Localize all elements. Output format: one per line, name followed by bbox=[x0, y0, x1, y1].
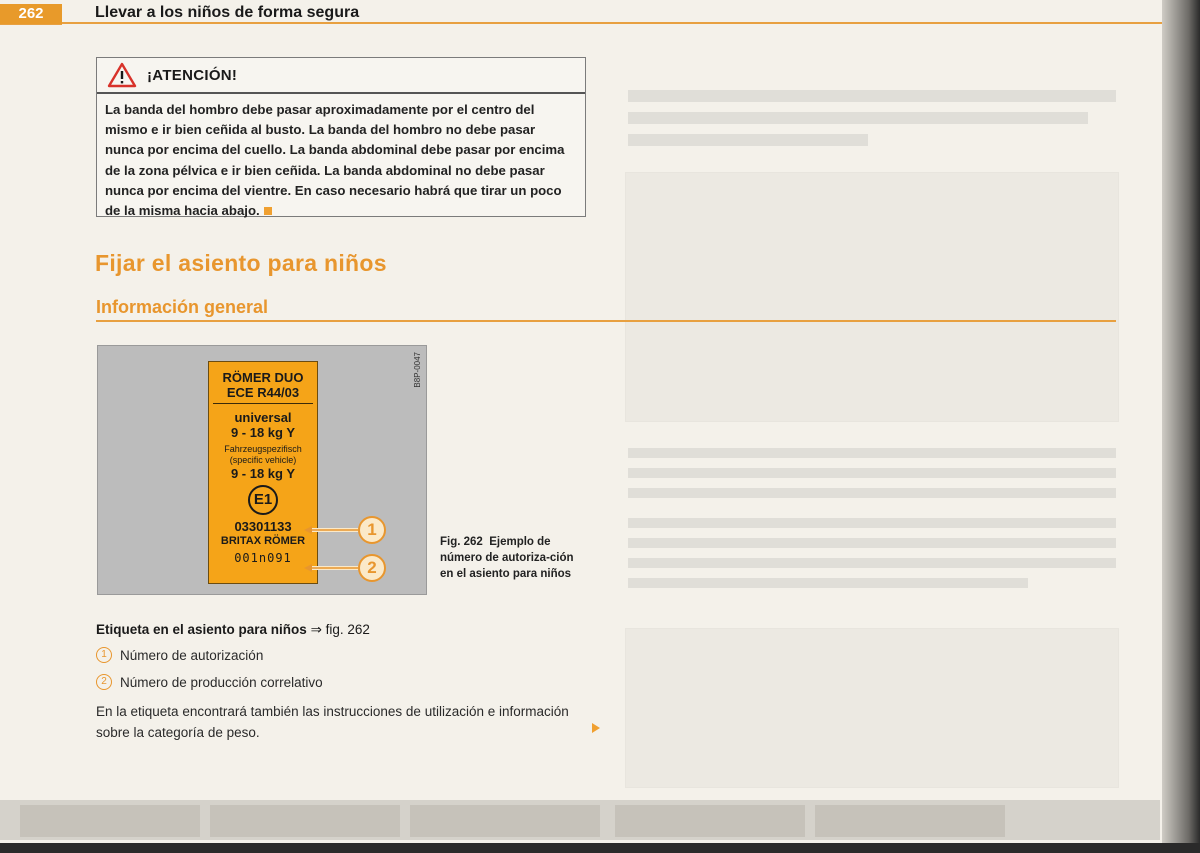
list-item bbox=[96, 647, 263, 663]
warning-text bbox=[97, 94, 585, 221]
figure-caption bbox=[440, 534, 590, 582]
figure-caption-text: Ejemplo de número de autoriza-ción en el asiento para niños bbox=[440, 536, 574, 580]
header-rule bbox=[62, 22, 1162, 24]
label-production-number: 001n091 bbox=[234, 551, 292, 565]
warning-triangle-icon bbox=[107, 62, 137, 88]
figure-caption-prefix: Fig. 262 bbox=[440, 536, 483, 548]
footer-segment bbox=[615, 805, 805, 837]
header-rule-left bbox=[0, 24, 62, 25]
figure-code: B8P-0047 bbox=[413, 352, 422, 388]
warning-header bbox=[97, 58, 585, 94]
body-paragraph: En la etiqueta encontrará también las instrucciones de utilización e información sobre la categoría de peso. bbox=[96, 704, 569, 740]
footer-segment bbox=[410, 805, 600, 837]
running-title: Llevar a los niños de forma segura bbox=[95, 4, 360, 21]
label-approval-number: 03301133 bbox=[234, 519, 292, 534]
list-item bbox=[96, 674, 323, 690]
warning-title: ¡ATENCIÓN! bbox=[147, 66, 238, 84]
subtitle-rule bbox=[96, 320, 1116, 322]
item-text: Número de producción correlativo bbox=[120, 674, 323, 690]
label-weight-universal: 9 - 18 kg Y bbox=[230, 425, 296, 440]
label-model: RÖMER DUO bbox=[222, 370, 304, 385]
label-heading-text: Etiqueta en el asiento para niños bbox=[96, 622, 307, 637]
label-standard: ECE R44/03 bbox=[213, 385, 313, 404]
label-heading bbox=[96, 622, 370, 638]
section-title: Fijar el asiento para niños bbox=[95, 250, 387, 276]
warning-body-text: La banda del hombro debe pasar aproximadamente por el centro del mismo e ir bien ceñida al busto. La banda del hombro no debe pasar nunca por encima del cuello. La banda abdominal debe pasar por encima de la zona pélvica e ir bien ceñida. La banda abdominal no debe pasar nunca por encima del vientre. En caso necesario habrá que tirar un poco de la misma hacia abajo. bbox=[105, 102, 565, 219]
label-weight-specific: 9 - 18 kg Y bbox=[230, 466, 296, 481]
item-number-badge: 1 bbox=[96, 647, 112, 663]
page-bottom-edge bbox=[0, 843, 1200, 853]
label-vehicle-specific-en: (specific vehicle) bbox=[229, 455, 297, 465]
label-brand: BRITAX RÖMER bbox=[220, 535, 306, 547]
continue-arrow-icon bbox=[592, 723, 600, 733]
footer-segment bbox=[815, 805, 1005, 837]
page-number: 262 bbox=[0, 4, 62, 24]
footer-segment bbox=[20, 805, 200, 837]
end-of-section-icon bbox=[264, 207, 272, 215]
callout-1: 1 bbox=[358, 516, 386, 544]
item-number-badge: 2 bbox=[96, 674, 112, 690]
label-category: universal bbox=[234, 410, 292, 425]
label-vehicle-specific-de: Fahrzeugspezifisch bbox=[224, 444, 302, 454]
figure-262 bbox=[97, 345, 427, 595]
page-binding-edge bbox=[1162, 0, 1200, 853]
footer-segment bbox=[210, 805, 400, 837]
callout-2: 2 bbox=[358, 554, 386, 582]
e-approval-mark: E1 bbox=[248, 485, 278, 515]
item-text: Número de autorización bbox=[120, 647, 264, 663]
warning-box bbox=[96, 57, 586, 217]
section-subtitle: Información general bbox=[96, 297, 269, 317]
figure-reference-link[interactable]: ⇒ fig. 262 bbox=[310, 622, 370, 637]
